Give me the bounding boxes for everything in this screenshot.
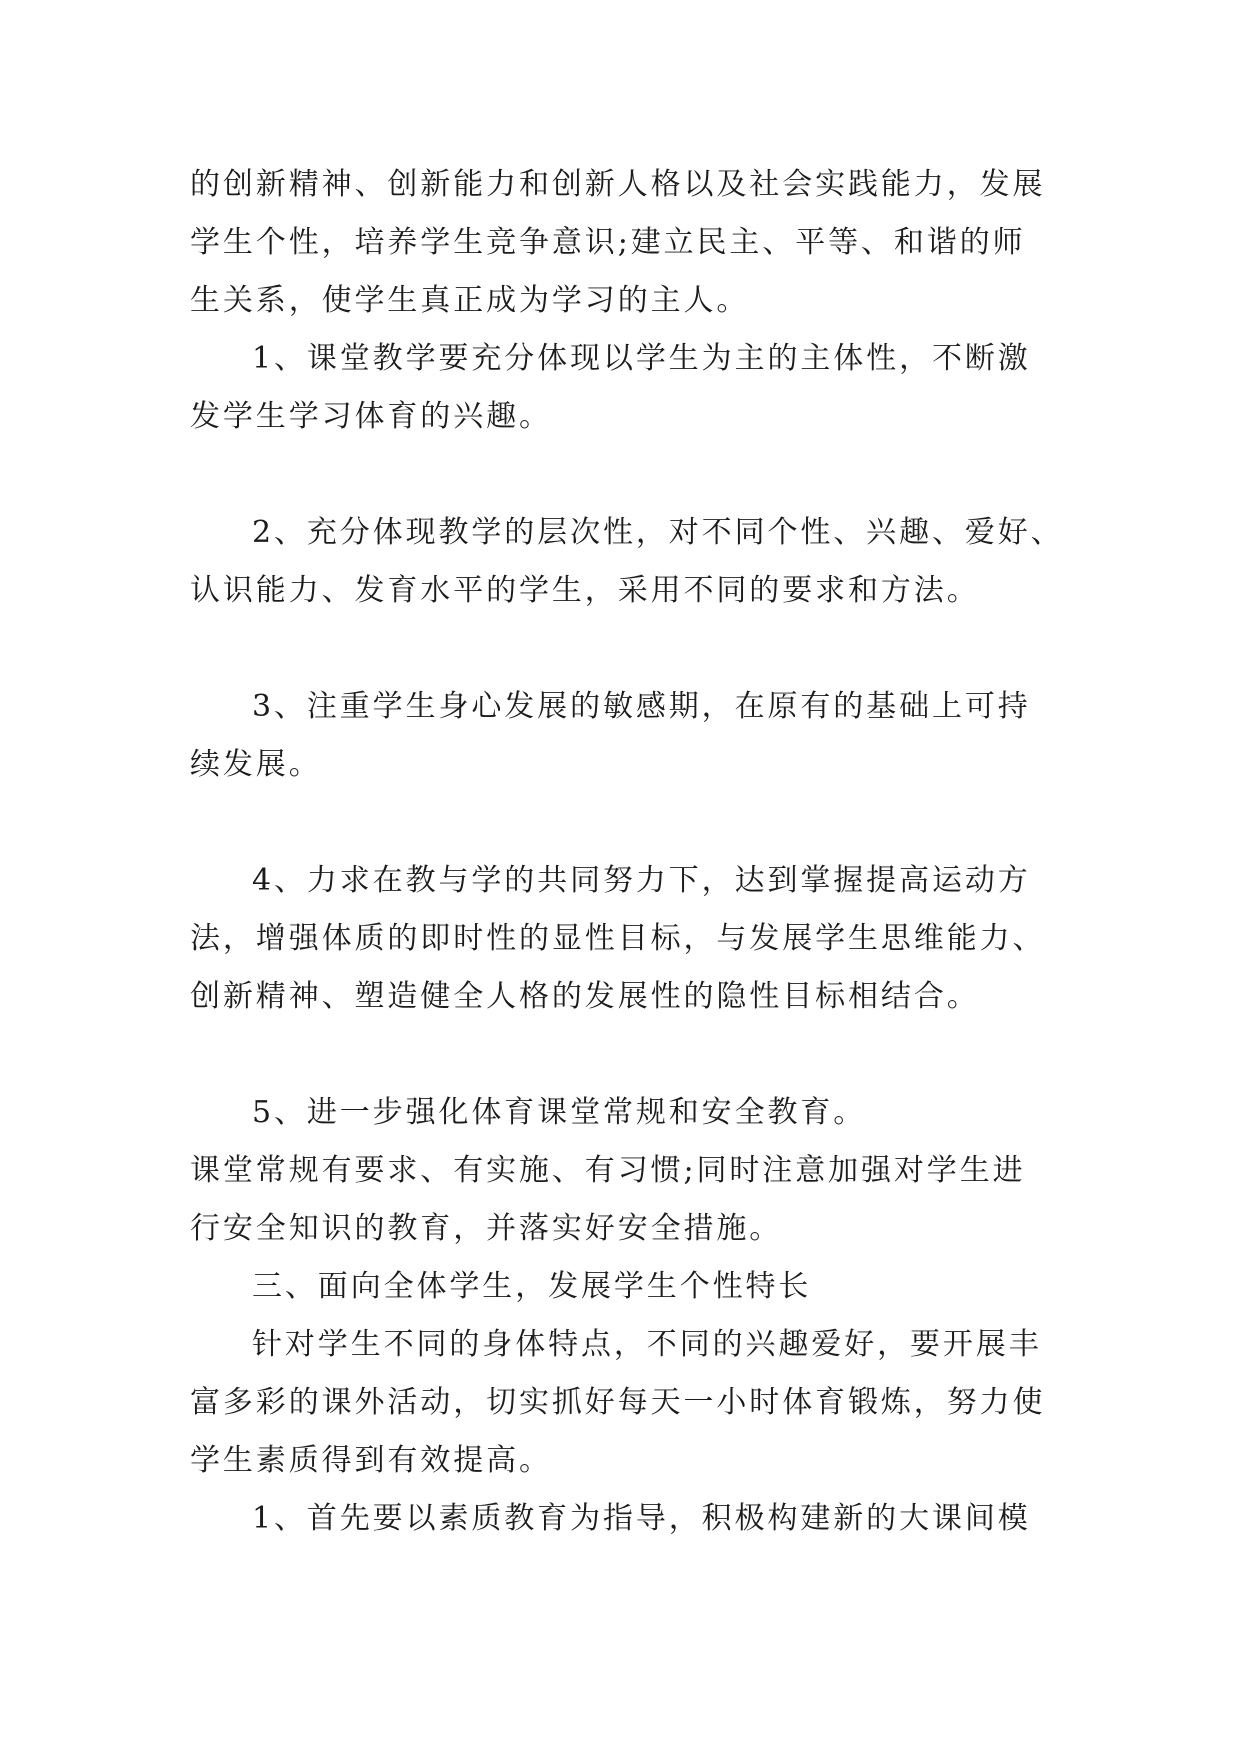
text-line: 1、课堂教学要充分体现以学生为主的主体性，不断激 xyxy=(252,341,1031,376)
text-line: 认识能力、发育水平的学生，采用不同的要求和方法。 xyxy=(190,573,980,608)
text-line: 的创新精神、创新能力和创新人格以及社会实践能力，发展 xyxy=(190,167,1046,202)
text-line: 3、注重学生身心发展的敏感期，在原有的基础上可持 xyxy=(252,689,1031,724)
text-line: 生关系，使学生真正成为学习的主人。 xyxy=(190,283,750,318)
text-line: 法，增强体质的即时性的显性目标，与发展学生思维能力、 xyxy=(190,921,1046,956)
text-line: 课堂常规有要求、有实施、有习惯;同时注意加强对学生进 xyxy=(190,1153,1026,1188)
text-line: 学生个性，培养学生竞争意识;建立民主、平等、和谐的师 xyxy=(190,225,1026,260)
text-line: 富多彩的课外活动，切实抓好每天一小时体育锻炼，努力使 xyxy=(190,1385,1046,1420)
text-line: 2、充分体现教学的层次性，对不同个性、兴趣、爱好、 xyxy=(252,515,1064,550)
text-line: 续发展。 xyxy=(190,747,322,782)
text-line: 行安全知识的教育，并落实好安全措施。 xyxy=(190,1211,783,1246)
text-line: 针对学生不同的身体特点，不同的兴趣爱好，要开展丰 xyxy=(252,1327,1042,1362)
text-line: 发学生学习体育的兴趣。 xyxy=(190,399,552,434)
text-line: 学生素质得到有效提高。 xyxy=(190,1443,552,1478)
section-heading: 三、面向全体学生，发展学生个性特长 xyxy=(252,1269,812,1304)
text-line: 4、力求在教与学的共同努力下，达到掌握提高运动方 xyxy=(252,863,1031,898)
text-line: 1、首先要以素质教育为指导，积极构建新的大课间模 xyxy=(252,1501,1031,1536)
text-line: 创新精神、塑造健全人格的发展性的隐性目标相结合。 xyxy=(190,979,980,1014)
text-line: 5、进一步强化体育课堂常规和安全教育。 xyxy=(252,1095,867,1130)
